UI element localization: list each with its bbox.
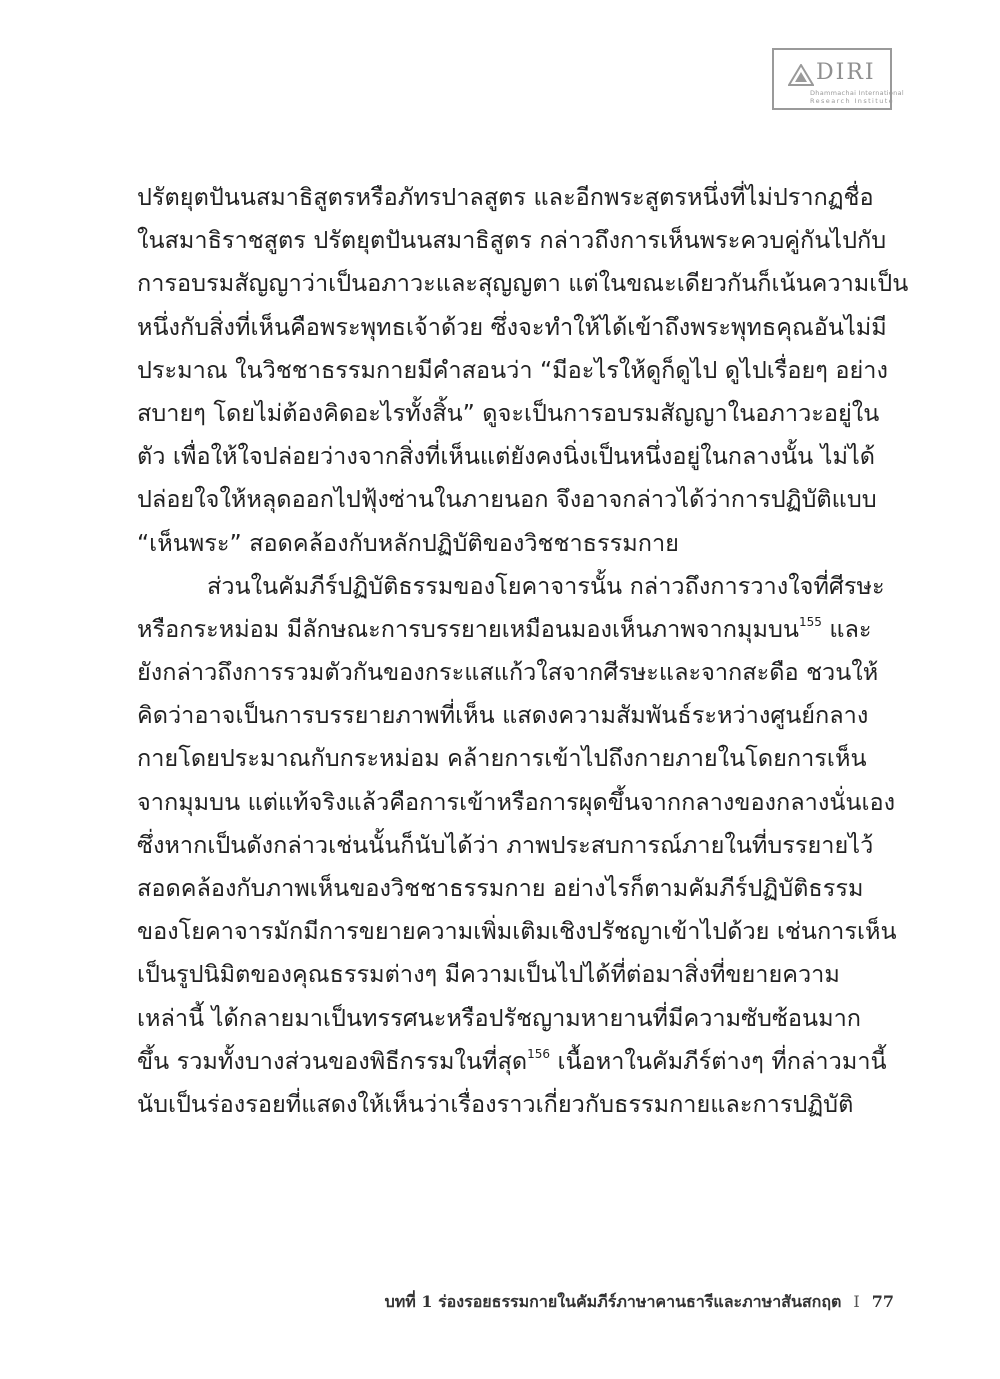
page-number: 77 [871, 1292, 894, 1311]
text-line: ของโยคาจารมักมีการขยายความเพิ่มเติมเชิงปรัชญาเข้าไปด้วย เช่นการเห็น [137, 917, 897, 946]
footnote-156-link[interactable]: 156 [527, 1046, 551, 1061]
diri-logo [772, 48, 904, 110]
footnote-155-link[interactable]: 155 [798, 615, 822, 630]
text-line: การอบรมสัญญาว่าเป็นอภาวะและสุญญตา แต่ในขณะเดียวกันก็เน้นความเป็น [137, 269, 909, 298]
paragraph-1 [137, 176, 909, 565]
text-line: ประมาณ ในวิชชาธรรมกายมีคำสอนว่า “มีอะไรให้ดูก็ดูไป ดูไปเรื่อยๆ อย่าง [137, 355, 888, 384]
text-line: หนึ่งกับสิ่งที่เห็นคือพระพุทธเจ้าด้วย ซึ่งจะทำให้ได้เข้าถึงพระพุทธคุณอันไม่มี [137, 312, 887, 341]
text-line: ปล่อยใจให้หลุดออกไปฟุ้งซ่านในภายนอก จึงอาจกล่าวได้ว่าการปฏิบัติแบบ [137, 485, 877, 514]
text-line: ซึ่งหากเป็นดังกล่าวเช่นนั้นก็นับได้ว่า ภาพประสบการณ์ภายในที่บรรยายไว้ [137, 830, 874, 859]
text-span: ขึ้น รวมทั้งบางส่วนของพิธีกรรมในที่สุด [137, 1046, 528, 1075]
text-line: สอดคล้องกับภาพเห็นของวิชชาธรรมกาย อย่างไรก็ตามคัมภีร์ปฏิบัติธรรม [137, 874, 864, 902]
text-line: ยังกล่าวถึงการรวมตัวกันของกระแสแก้วใสจากศีรษะและจากสะดือ ชวนให้ [137, 658, 879, 687]
text-line: ในสมาธิราชสูตร ปรัตยุตปันนสมาธิสูตร กล่าวถึงการเห็นพระควบคู่กันไปกับ [137, 226, 887, 255]
text-line: ส่วนในคัมภีร์ปฏิบัติธรรมของโยคาจารนั้น กล่าวถึงการวางใจที่ศีรษะ [207, 571, 885, 600]
text-line: สบายๆ โดยไม่ต้องคิดอะไรทั้งสิ้น” ดูจะเป็นการอบรมสัญญาในอภาวะอยู่ใน [137, 398, 880, 427]
text-line: จากมุมบน แต่แท้จริงแล้วคือการเข้าหรือการผุดขึ้นจากกลางของกลางนั่นเอง [137, 787, 896, 816]
text-span: และ [821, 614, 872, 643]
body-text [137, 176, 909, 1126]
footer-separator: I [853, 1292, 860, 1311]
text-line: นับเป็นร่องรอยที่แสดงให้เห็นว่าเรื่องราวเกี่ยวกับธรรมกายและการปฏิบัติ [137, 1089, 854, 1118]
logo-subtitle-1: Dhammachai International [810, 89, 904, 97]
text-line: เป็นรูปนิมิตของคุณธรรมต่างๆ มีความเป็นไปได้ที่ต่อมาสิ่งที่ขยายความ [137, 960, 840, 989]
text-line: “เห็นพระ” สอดคล้องกับหลักปฏิบัติของวิชชาธรรมกาย [137, 528, 679, 557]
text-line: คิดว่าอาจเป็นการบรรยายภาพที่เห็น แสดงความสัมพันธ์ระหว่างศูนย์กลาง [137, 701, 869, 730]
text-span: หรือกระหม่อม มีลักษณะการบรรยายเหมือนมองเห็นภาพจากมุมบน [137, 614, 799, 643]
text-line: ปรัตยุตปันนสมาธิสูตรหรือภัทรปาลสูตร และอีกพระสูตรหนึ่งที่ไม่ปรากฏชื่อ [137, 183, 874, 211]
paragraph-2 [137, 565, 897, 1126]
text-line [137, 608, 897, 651]
logo-brand: DIRI [816, 60, 876, 85]
text-line [137, 1040, 897, 1083]
logo-subtitle-2: Research Institute [810, 97, 895, 105]
triangle-logo-icon [788, 64, 814, 86]
text-line: กายโดยประมาณกับกระหม่อม คล้ายการเข้าไปถึงกายภายในโดยการเห็น [137, 744, 867, 773]
text-span: เนื้อหาในคัมภีร์ต่างๆ ที่กล่าวมานี้ [550, 1046, 887, 1075]
text-line: เหล่านี้ ได้กลายมาเป็นทรรศนะหรือปรัชญามหายานที่มีความซับซ้อนมาก [137, 1003, 862, 1032]
chapter-title: บทที่ 1 ร่องรอยธรรมกายในคัมภีร์ภาษาคานธารีและภาษาสันสกฤต [384, 1292, 842, 1311]
page-footer [385, 1290, 894, 1315]
text-line: ตัว เพื่อให้ใจปล่อยว่างจากสิ่งที่เห็นแต่ยังคงนิ่งเป็นหนึ่งอยู่ในกลางนั้น ไม่ได้ [137, 442, 876, 471]
